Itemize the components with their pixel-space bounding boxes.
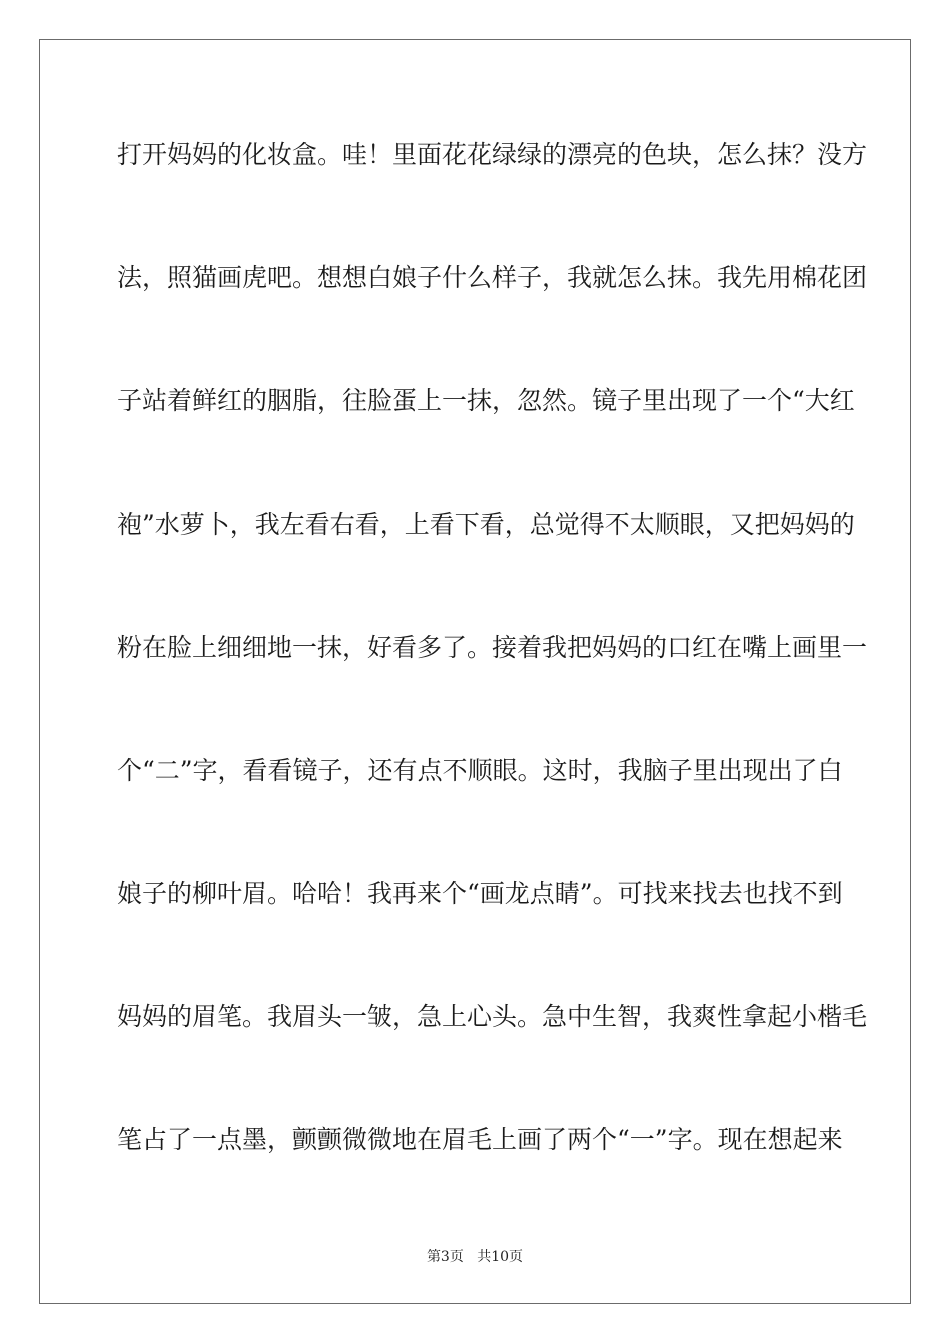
body-text-line: 袍”水萝卜，我左看右看，上看下看，总觉得不太顺眼，又把妈妈的	[117, 510, 855, 539]
body-text-line: 打开妈妈的化妆盒。哇！里面花花绿绿的漂亮的色块，怎么抹？没方	[117, 140, 868, 169]
body-text-line: 笔占了一点墨，颤颤微微地在眉毛上画了两个“一”字。现在想起来	[117, 1125, 843, 1154]
page-border	[39, 39, 911, 1304]
body-text-line: 妈妈的眉笔。我眉头一皱，急上心头。急中生智，我爽性拿起小楷毛	[117, 1002, 868, 1031]
body-text-line: 法，照猫画虎吧。想想白娘子什么样子，我就怎么抹。我先用棉花团	[117, 263, 868, 292]
body-text-line: 娘子的柳叶眉。哈哈！我再来个“画龙点睛”。可找来找去也找不到	[117, 879, 843, 908]
body-text-line: 子站着鲜红的胭脂，往脸蛋上一抹，忽然。镜子里出现了一个“大红	[117, 386, 855, 415]
page-footer	[0, 1248, 950, 1266]
page-total: 共10页	[477, 1249, 524, 1265]
page-number: 第3页	[426, 1249, 464, 1265]
body-text-line: 个“二”字，看看镜子，还有点不顺眼。这时，我脑子里出现出了白	[117, 756, 843, 785]
body-text-line: 粉在脸上细细地一抹，好看多了。接着我把妈妈的口红在嘴上画里一	[117, 633, 868, 662]
